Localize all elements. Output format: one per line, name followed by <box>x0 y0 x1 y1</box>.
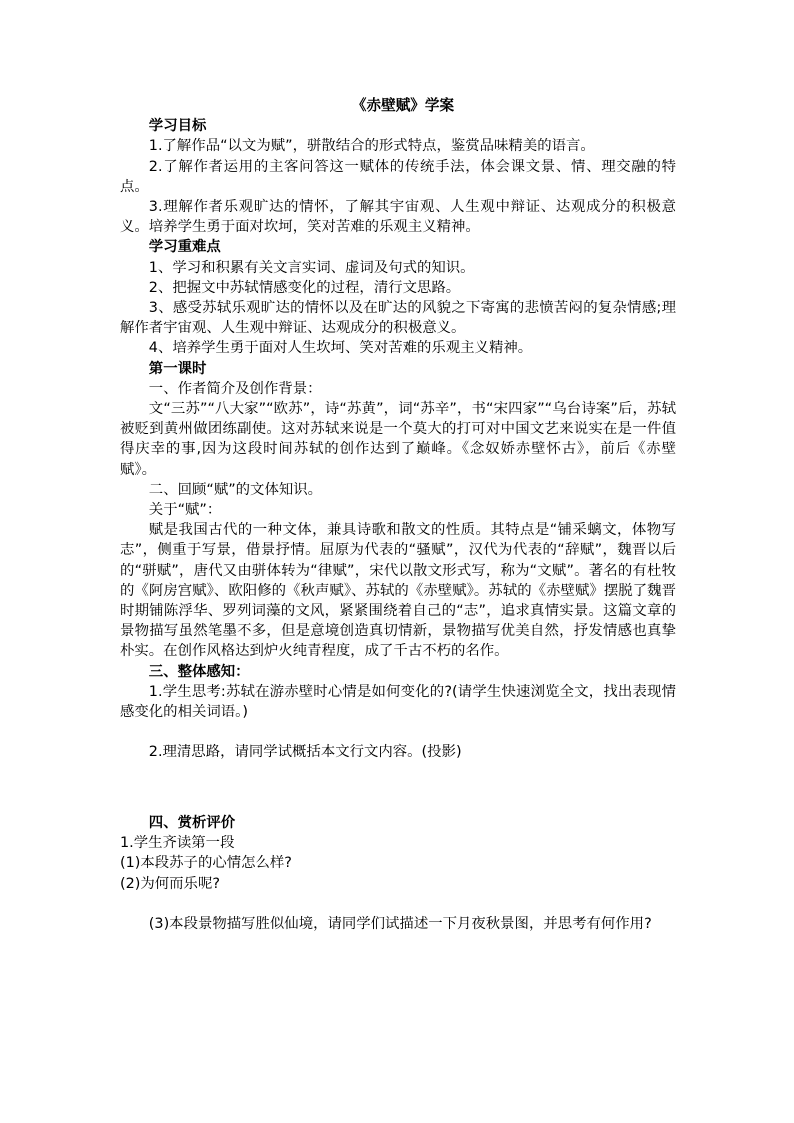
part1-text: 文“三苏”“八大家”“欧苏”，诗“苏黄”，词“苏辛”，书“宋四家”“乌台诗案”后，苏轼被贬到黄州做团练副使。这对苏轼来说是一个莫大的打可对中国文艺来说实在是一件值得庆幸的事,因为这段时间苏轼的创作达到了巅峰。《念奴娇赤壁怀古》，前后《赤壁赋》。 <box>120 401 676 478</box>
spacer <box>120 722 676 742</box>
part2-subheading: 关于“赋”： <box>148 502 222 519</box>
key-point-3: 3、感受苏轼乐观旷达的情怀以及在旷达的风貌之下寄寓的悲愤苦闷的复杂情感;理解作者宇宙观、人生观中辩证、达观成分的积极意义。 <box>120 300 676 337</box>
spacer <box>120 803 676 813</box>
part3-question-1: 1.学生思考:苏轼在游赤壁时心情是如何变化的?(请学生快速浏览全文，找出表现情感变化的相关词语。) <box>120 683 676 721</box>
part1-heading: 一、作者简介及创作背景： <box>148 380 322 397</box>
part4-subquestion-1: (1)本段苏子的心情怎么样? <box>120 855 292 872</box>
spacer <box>120 894 676 914</box>
part3-question-2: 2.理清思路，请同学试概括本文行文内容。(投影) <box>148 744 462 761</box>
part4-subquestion-3: (3)本段景物描写胜似仙境，请同学们试描述一下月夜秋景图，并思考有何作用? <box>148 916 652 933</box>
goals-heading: 学习目标 <box>148 118 207 135</box>
key-point-2: 2、把握文中苏轼情感变化的过程，清行文思路。 <box>148 279 461 296</box>
key-points-heading: 学习重难点 <box>148 239 221 256</box>
goal-item-3: 3.理解作者乐观旷达的情怀，了解其宇宙观、人生观中辩证、达观成分的积极意义。培养学生勇于面对坎坷，笑对苦难的乐观主义精神。 <box>120 199 676 236</box>
part2-heading: 二、回顾“赋”的文体知识。 <box>148 481 323 498</box>
key-point-4: 4、培养学生勇于面对人生坎坷、笑对苦难的乐观主义精神。 <box>148 340 533 357</box>
part3-heading: 三、整体感知： <box>148 663 250 680</box>
goal-item-1: 1.了解作品“以文为赋”，骈散结合的形式特点，鉴赏品味精美的语言。 <box>148 138 595 155</box>
document-body <box>120 96 676 934</box>
goal-item-2: 2.了解作者运用的主客问答这一赋体的传统手法，体会课文景、情、理交融的特点。 <box>120 158 676 195</box>
page-title: 《赤壁赋》学案 <box>351 97 455 114</box>
lesson1-heading: 第一课时 <box>148 360 207 377</box>
part2-text: 赋是我国古代的一种文体，兼具诗歌和散文的性质。其特点是“铺采螭文，体物写志”，侧重于写景，借景抒情。屈原为代表的“骚赋”，汉代为代表的“辞赋”，魏晋以后的“骈赋”，唐代又由骈体转为“律赋”，宋代以散文形式写，称为“文赋”。著名的有杜牧的《阿房宫赋》、欧阳修的《秋声赋》、苏轼的《赤壁赋》。苏轼的《赤壁赋》摆脱了魏晋时期铺陈浮华、罗列词藻的文风，紧紧围绕着自己的“志”，追求真情实景。这篇文章的景物描写虽然笔墨不多，但是意境创造真切情新，景物描写优美自然，抒发情感也真挚朴实。在创作风格达到炉火纯青程度，成了千古不朽的名作。 <box>120 522 676 660</box>
part4-subquestion-2: (2)为何而乐呢? <box>120 875 220 892</box>
part4-heading: 四、赏析评价 <box>148 815 236 832</box>
part4-item-1: 1.学生齐读第一段 <box>120 835 235 852</box>
key-point-1: 1、学习和积累有关文言实词、虚词及句式的知识。 <box>148 259 475 276</box>
spacer <box>120 763 676 803</box>
